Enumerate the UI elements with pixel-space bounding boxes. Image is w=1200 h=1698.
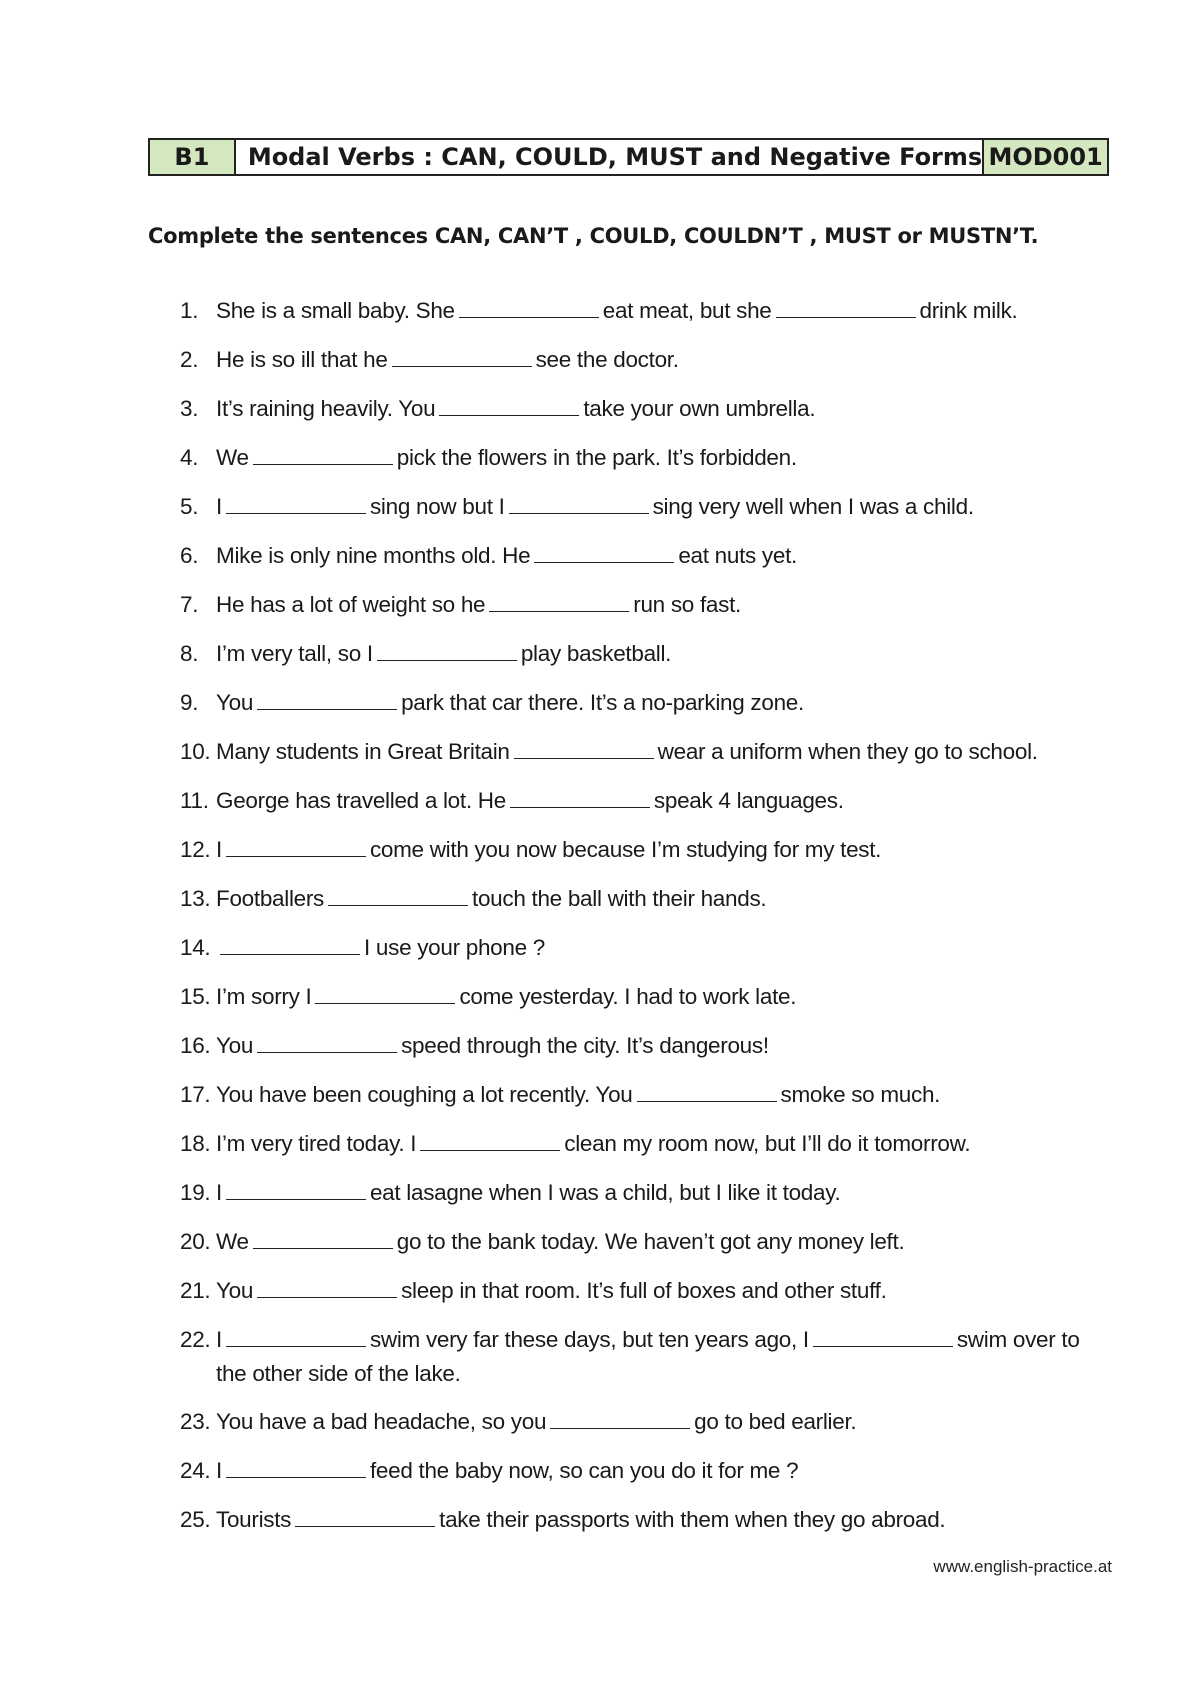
answer-blank[interactable] bbox=[315, 981, 455, 1004]
question-text: wear a uniform when they go to school. bbox=[657, 739, 1038, 764]
question-number: 19. bbox=[180, 1180, 211, 1205]
question-number: 14. bbox=[180, 935, 211, 960]
question-number: 21. bbox=[180, 1278, 211, 1303]
question-text: I bbox=[216, 1458, 222, 1483]
question-text: sleep in that room. It’s full of boxes and other stuff. bbox=[401, 1278, 887, 1303]
question-item bbox=[180, 1029, 1115, 1078]
question-number: 15. bbox=[180, 984, 211, 1009]
answer-blank[interactable] bbox=[377, 638, 517, 661]
question-item bbox=[180, 1454, 1115, 1503]
level-badge: B1 bbox=[150, 140, 236, 174]
question-item bbox=[180, 980, 1115, 1029]
question-text: Tourists bbox=[216, 1507, 292, 1532]
question-number: 7. bbox=[180, 592, 199, 617]
question-text: take your own umbrella. bbox=[583, 396, 816, 421]
question-item bbox=[180, 490, 1115, 539]
question-text: drink milk. bbox=[919, 298, 1018, 323]
question-item bbox=[180, 1176, 1115, 1225]
answer-blank[interactable] bbox=[813, 1324, 953, 1347]
question-text: We bbox=[216, 445, 249, 470]
question-text: She is a small baby. She bbox=[216, 298, 455, 323]
answer-blank[interactable] bbox=[776, 295, 916, 318]
question-item bbox=[180, 588, 1115, 637]
question-item bbox=[180, 882, 1115, 931]
question-text: You have been coughing a lot recently. You bbox=[216, 1082, 633, 1107]
worksheet-header bbox=[148, 138, 1109, 176]
question-text: George has travelled a lot. He bbox=[216, 788, 506, 813]
question-number: 20. bbox=[180, 1229, 211, 1254]
question-text: Mike is only nine months old. He bbox=[216, 543, 531, 568]
question-text: I bbox=[216, 1327, 222, 1352]
question-number: 22. bbox=[180, 1327, 211, 1352]
question-item bbox=[180, 1405, 1115, 1454]
question-number: 12. bbox=[180, 837, 211, 862]
question-text: sing now but I bbox=[369, 494, 505, 519]
question-item bbox=[180, 441, 1115, 490]
question-item bbox=[180, 392, 1115, 441]
question-text: speak 4 languages. bbox=[653, 788, 844, 813]
question-text: I’m very tall, so I bbox=[216, 641, 373, 666]
answer-blank[interactable] bbox=[226, 1177, 366, 1200]
question-text: eat meat, but she bbox=[602, 298, 772, 323]
answer-blank[interactable] bbox=[220, 932, 360, 955]
question-number: 1. bbox=[180, 298, 199, 323]
question-text: We bbox=[216, 1229, 249, 1254]
question-number: 3. bbox=[180, 396, 199, 421]
question-item bbox=[180, 294, 1115, 343]
question-text: He has a lot of weight so he bbox=[216, 592, 486, 617]
question-number: 23. bbox=[180, 1409, 211, 1434]
question-item bbox=[180, 1225, 1115, 1274]
question-text: smoke so much. bbox=[780, 1082, 941, 1107]
question-text: play basketball. bbox=[520, 641, 672, 666]
answer-blank[interactable] bbox=[226, 491, 366, 514]
question-number: 24. bbox=[180, 1458, 211, 1483]
question-text: take their passports with them when they go abroad. bbox=[439, 1507, 946, 1532]
answer-blank[interactable] bbox=[257, 1275, 397, 1298]
question-number: 13. bbox=[180, 886, 211, 911]
answer-blank[interactable] bbox=[420, 1128, 560, 1151]
question-text: eat nuts yet. bbox=[678, 543, 797, 568]
answer-blank[interactable] bbox=[295, 1504, 435, 1527]
answer-blank[interactable] bbox=[439, 393, 579, 416]
question-item bbox=[180, 686, 1115, 735]
question-text: You have a bad headache, so you bbox=[216, 1409, 547, 1434]
answer-blank[interactable] bbox=[509, 491, 649, 514]
question-text: speed through the city. It’s dangerous! bbox=[401, 1033, 769, 1058]
answer-blank[interactable] bbox=[328, 883, 468, 906]
question-text: swim very far these days, but ten years ago, I bbox=[369, 1327, 809, 1352]
question-text: touch the ball with their hands. bbox=[472, 886, 767, 911]
question-number: 4. bbox=[180, 445, 199, 470]
question-number: 16. bbox=[180, 1033, 211, 1058]
answer-blank[interactable] bbox=[637, 1079, 777, 1102]
question-text: He is so ill that he bbox=[216, 347, 388, 372]
answer-blank[interactable] bbox=[253, 442, 393, 465]
answer-blank[interactable] bbox=[514, 736, 654, 759]
question-text: go to the bank today. We haven’t got any money left. bbox=[396, 1229, 905, 1254]
question-text: I’m sorry I bbox=[216, 984, 312, 1009]
answer-blank[interactable] bbox=[257, 687, 397, 710]
question-list bbox=[180, 294, 1115, 1552]
question-text: Footballers bbox=[216, 886, 325, 911]
question-text: swim over to the other side of the lake. bbox=[216, 1327, 1080, 1386]
question-text: come yesterday. I had to work late. bbox=[459, 984, 797, 1009]
question-number: 17. bbox=[180, 1082, 211, 1107]
answer-blank[interactable] bbox=[257, 1030, 397, 1053]
question-number: 2. bbox=[180, 347, 199, 372]
question-text: run so fast. bbox=[633, 592, 741, 617]
footer-url[interactable]: www.english-practice.at bbox=[933, 1557, 1112, 1576]
question-text: You bbox=[216, 690, 254, 715]
question-text: You bbox=[216, 1278, 254, 1303]
answer-blank[interactable] bbox=[489, 589, 629, 612]
question-number: 11. bbox=[180, 788, 209, 813]
answer-blank[interactable] bbox=[226, 1324, 366, 1347]
question-text: feed the baby now, so can you do it for me ? bbox=[369, 1458, 799, 1483]
answer-blank[interactable] bbox=[459, 295, 599, 318]
question-text: I use your phone ? bbox=[364, 935, 545, 960]
question-item bbox=[180, 735, 1115, 784]
answer-blank[interactable] bbox=[534, 540, 674, 563]
answer-blank[interactable] bbox=[226, 834, 366, 857]
instruction-text: Complete the sentences CAN, CAN’T , COULD, COULDN’T , MUST or MUSTN’T. bbox=[148, 224, 1039, 248]
question-item bbox=[180, 784, 1115, 833]
question-text: see the doctor. bbox=[535, 347, 679, 372]
question-number: 18. bbox=[180, 1131, 211, 1156]
question-text: clean my room now, but I’ll do it tomorrow. bbox=[564, 1131, 971, 1156]
question-text: pick the flowers in the park. It’s forbidden. bbox=[396, 445, 797, 470]
question-item bbox=[180, 539, 1115, 588]
answer-blank[interactable] bbox=[510, 785, 650, 808]
question-text: sing very well when I was a child. bbox=[652, 494, 974, 519]
question-number: 25. bbox=[180, 1507, 211, 1532]
question-text: I’m very tired today. I bbox=[216, 1131, 417, 1156]
question-text: You bbox=[216, 1033, 254, 1058]
answer-blank[interactable] bbox=[253, 1226, 393, 1249]
question-text: I bbox=[216, 1180, 222, 1205]
question-item bbox=[180, 1127, 1115, 1176]
question-text: Many students in Great Britain bbox=[216, 739, 510, 764]
question-item bbox=[180, 637, 1115, 686]
answer-blank[interactable] bbox=[226, 1455, 366, 1478]
question-item bbox=[180, 1503, 1115, 1552]
answer-blank[interactable] bbox=[550, 1406, 690, 1429]
question-item bbox=[180, 1274, 1115, 1323]
question-text: I bbox=[216, 837, 222, 862]
question-text: park that car there. It’s a no-parking zone. bbox=[401, 690, 804, 715]
worksheet-code: MOD001 bbox=[984, 140, 1107, 174]
question-item bbox=[180, 833, 1115, 882]
question-number: 8. bbox=[180, 641, 199, 666]
question-text: come with you now because I’m studying for my test. bbox=[369, 837, 882, 862]
question-text: eat lasagne when I was a child, but I like it today. bbox=[369, 1180, 841, 1205]
answer-blank[interactable] bbox=[392, 344, 532, 367]
question-item bbox=[180, 931, 1115, 980]
question-number: 9. bbox=[180, 690, 199, 715]
question-item bbox=[180, 1323, 1115, 1405]
question-item bbox=[180, 343, 1115, 392]
question-number: 10. bbox=[180, 739, 211, 764]
question-text: It’s raining heavily. You bbox=[216, 396, 436, 421]
worksheet-title: Modal Verbs : CAN, COULD, MUST and Negative Forms bbox=[236, 140, 984, 174]
question-number: 6. bbox=[180, 543, 199, 568]
question-item bbox=[180, 1078, 1115, 1127]
question-text: I bbox=[216, 494, 222, 519]
question-text: go to bed earlier. bbox=[694, 1409, 857, 1434]
question-number: 5. bbox=[180, 494, 199, 519]
